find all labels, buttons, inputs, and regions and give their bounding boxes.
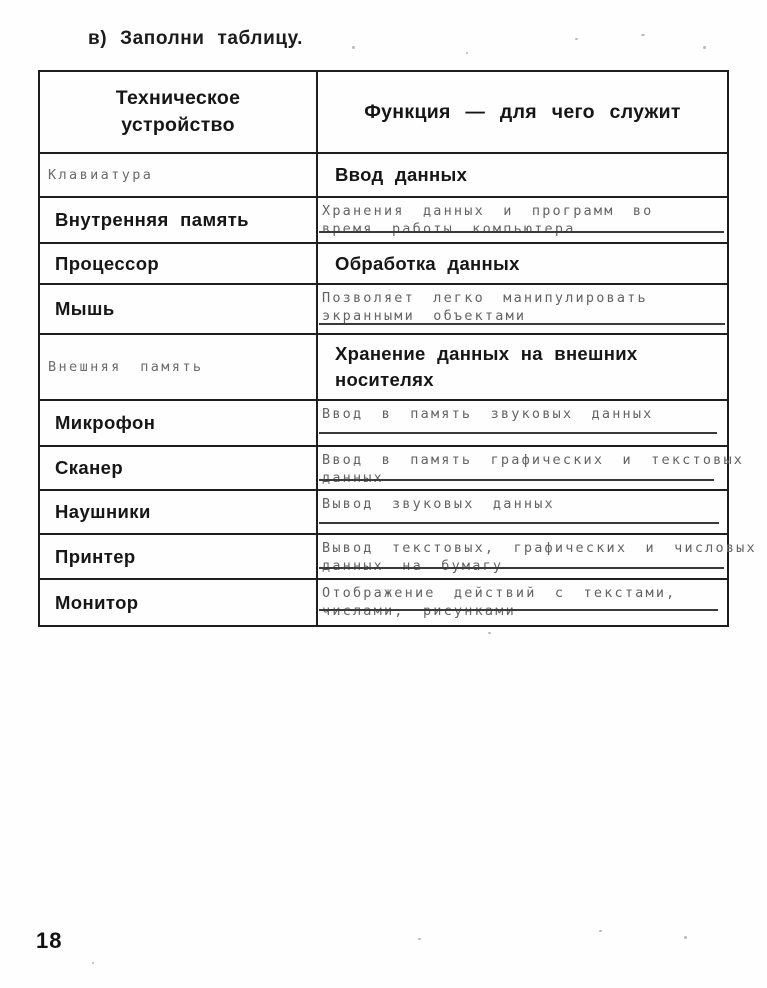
answer-line [322,539,757,557]
noise-dot [488,632,491,634]
device-label: Монитор [55,591,139,613]
device-cell [40,447,318,489]
answer-line-ruled [322,220,727,238]
table-row-headphones [40,489,727,533]
answer-text: Хранения данных и программ во [322,203,654,219]
noise-dot [641,34,645,36]
answer-text: Отображение действий с текстами, [322,585,677,601]
noise-dot [466,52,468,54]
noise-dot [92,962,94,964]
function-cell [318,198,727,242]
answer-line-ruled [322,469,727,487]
function-cell [318,491,727,533]
device-label: Процессор [55,252,160,274]
answer-text: Ввод в память звуковых данных [322,406,654,422]
table-row-monitor [40,578,727,625]
device-label: Внешняя память [48,359,204,375]
answer-text: Вывод звуковых данных [322,496,555,512]
device-cell [40,335,318,399]
task-label: в) Заполни таблицу. [88,28,304,49]
device-cell [40,580,318,625]
answer-line [322,202,727,220]
table-row-processor [40,242,727,283]
table-row-external-memory [40,333,727,399]
function-cell [318,580,727,625]
answer-line-ruled [322,307,727,325]
noise-dot [418,938,421,940]
noise-dot [684,936,687,939]
function-text: носителях [335,369,434,390]
function-cell [318,401,727,445]
answer-text: экранными объектами [322,308,527,324]
answer-line [322,451,745,469]
answer-line [322,584,727,602]
table-header-row [40,72,727,152]
device-cell [40,154,318,196]
function-cell [318,335,727,399]
answer-line-ruled [322,602,727,620]
table-row-microphone [40,399,727,445]
device-cell [40,198,318,242]
header-function-label: Функция — для чего служит [364,100,681,123]
answer-line [322,289,727,307]
device-cell [40,535,318,578]
noise-dot [599,930,602,932]
device-cell [40,244,318,283]
answer-text: числами, рисунками [322,603,516,619]
table-row-keyboard [40,152,727,196]
header-device-column [40,72,318,152]
device-cell [40,491,318,533]
function-text: Обработка данных [335,252,520,274]
answer-text: данных на бумагу [322,558,504,574]
device-cell [40,401,318,445]
noise-dot [352,46,355,49]
function-cell [318,535,757,578]
header-device-label: Техническое устройство [115,87,241,136]
function-cell [318,154,727,196]
device-label: Клавиатура [48,167,154,183]
answer-text: Ввод в память графических и текстовых [322,452,745,468]
device-label: Мышь [55,298,115,319]
function-text: Ввод данных [335,164,468,185]
answer-text: Позволяет легко манипулировать [322,290,648,306]
device-label: Наушники [55,501,151,522]
answer-line-ruled [322,405,727,423]
answer-text: время работы компьютера [322,221,576,237]
table-row-mouse [40,283,727,333]
table-row-internal-memory [40,196,727,242]
answer-text: данных [322,470,384,486]
function-cell [318,285,727,333]
function-cell [318,244,727,283]
table-row-scanner [40,445,745,489]
device-label: Сканер [55,457,124,478]
function-cell [318,447,745,489]
fill-table [38,70,757,627]
header-function-column [318,72,727,152]
function-text: Хранение данных на внешних [335,343,638,364]
device-label: Внутренняя память [55,209,249,230]
device-label: Микрофон [55,412,156,433]
noise-dot [703,46,706,49]
device-cell [40,285,318,333]
table-row-printer [40,533,757,578]
answer-text: Вывод текстовых, графических и числовых [322,540,757,556]
answer-line-ruled [322,495,727,513]
answer-line-ruled [322,557,727,575]
page-number: 18 [36,928,63,953]
device-label: Принтер [55,545,136,567]
noise-dot [575,38,578,40]
